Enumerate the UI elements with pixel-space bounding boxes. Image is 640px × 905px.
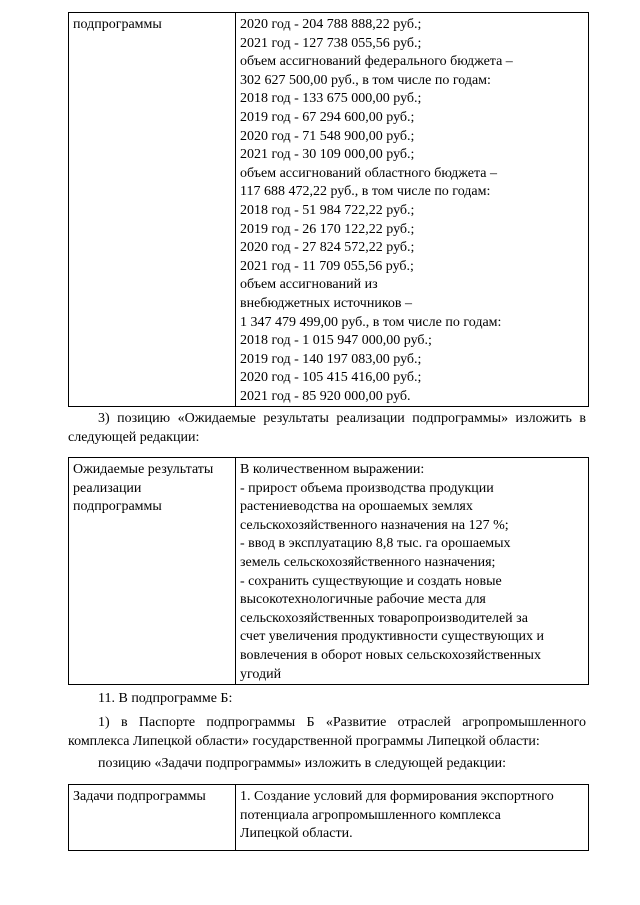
expected-results-lines	[240, 461, 584, 684]
financing-line: 2018 год - 51 984 722,22 руб.;	[240, 202, 415, 218]
expected-results-line: вовлечения в оборот новых сельскохозяйственных	[240, 647, 541, 663]
financing-label: подпрограммы	[73, 17, 162, 32]
tasks-label: Задачи подпрограммы	[73, 789, 206, 804]
financing-line: 2018 год - 133 675 000,00 руб.;	[240, 91, 422, 107]
financing-line: 2020 год - 71 548 900,00 руб.;	[240, 128, 415, 144]
expected-results-line: сельскохозяйственных товаропроизводителей за	[240, 610, 528, 626]
financing-line: 302 627 500,00 руб., в том числе по годам:	[240, 72, 491, 88]
financing-line: 2021 год - 30 109 000,00 руб.;	[240, 147, 415, 163]
instruction-paragraph-passport	[68, 714, 586, 751]
paragraph-line: 1) в Паспорте подпрограммы Б «Развитие отраслей агропромышленного	[98, 715, 586, 730]
financing-line: 117 688 472,22 руб., в том числе по годам:	[240, 184, 491, 200]
financing-values-cell	[236, 13, 589, 407]
paragraph-line: 3) позицию «Ожидаемые результаты реализации подпрограммы» изложить в	[98, 411, 586, 426]
paragraph-line: комплекса Липецкой области» государственной программы Липецкой области:	[68, 733, 540, 749]
tasks-values-cell	[236, 785, 589, 851]
financing-line: объем ассигнований областного бюджета –	[240, 165, 497, 181]
financing-line: объем ассигнований федерального бюджета –	[240, 54, 513, 70]
tasks-lines	[240, 788, 584, 844]
tasks-table	[68, 784, 589, 851]
financing-line: объем ассигнований из	[240, 277, 378, 293]
instruction-paragraph-expected-results	[68, 410, 586, 447]
expected-results-label-cell	[69, 458, 236, 685]
paragraph-line: позицию «Задачи подпрограммы» изложить в следующей редакции:	[98, 756, 507, 771]
tasks-label-cell	[69, 785, 236, 851]
financing-label-cell	[69, 13, 236, 407]
expected-results-line: сельскохозяйственного назначения на 127 %;	[240, 517, 509, 533]
instruction-paragraph-tasks	[68, 755, 586, 774]
expected-results-values-cell	[236, 458, 589, 685]
expected-results-line: угодий	[240, 666, 282, 682]
financing-line: 2021 год - 85 920 000,00 руб.	[240, 388, 411, 404]
financing-line: 2020 год - 105 415 416,00 руб.;	[240, 370, 422, 386]
section-heading-subprogram-b	[68, 690, 586, 709]
paragraph-line: следующей редакции:	[68, 429, 200, 445]
financing-line: 2020 год - 204 788 888,22 руб.;	[240, 17, 422, 32]
financing-line: 2019 год - 140 197 083,00 руб.;	[240, 351, 422, 367]
financing-line: 2019 год - 67 294 600,00 руб.;	[240, 109, 415, 125]
financing-table	[68, 12, 589, 407]
tasks-line: Липецкой области.	[240, 826, 353, 842]
financing-lines	[240, 16, 584, 406]
financing-line: 2021 год - 127 738 055,56 руб.;	[240, 35, 422, 51]
expected-results-line: - сохранить существующие и создать новые	[240, 573, 502, 589]
expected-results-line: растениеводства на орошаемых землях	[240, 499, 473, 515]
paragraph-line: 11. В подпрограмме Б:	[98, 691, 233, 706]
financing-line: 2021 год - 11 709 055,56 руб.;	[240, 258, 414, 274]
expected-results-line: - ввод в эксплуатацию 8,8 тыс. га орошаемых	[240, 536, 511, 552]
financing-line: внебюджетных источников –	[240, 295, 413, 311]
expected-results-line: В количественном выражении:	[240, 462, 425, 477]
tasks-line: потенциала агропромышленного комплекса	[240, 807, 501, 823]
financing-line: 2020 год - 27 824 572,22 руб.;	[240, 240, 415, 256]
expected-results-label-line: Ожидаемые результаты	[73, 462, 214, 477]
expected-results-line: - прирост объема производства продукции	[240, 480, 494, 496]
expected-results-line: земель сельскохозяйственного назначения;	[240, 554, 496, 570]
tasks-line: 1. Создание условий для формирования экспортного	[240, 789, 554, 804]
expected-results-label-line: реализации	[73, 480, 142, 496]
expected-results-line: счет увеличения продуктивности существующих и	[240, 629, 544, 645]
expected-results-label	[73, 461, 231, 517]
expected-results-table	[68, 457, 589, 685]
financing-line: 1 347 479 499,00 руб., в том числе по годам:	[240, 314, 502, 330]
financing-line: 2019 год - 26 170 122,22 руб.;	[240, 221, 415, 237]
financing-line: 2018 год - 1 015 947 000,00 руб.;	[240, 333, 432, 349]
expected-results-label-line: подпрограммы	[73, 499, 162, 515]
expected-results-line: высокотехнологичные рабочие места для	[240, 592, 486, 608]
